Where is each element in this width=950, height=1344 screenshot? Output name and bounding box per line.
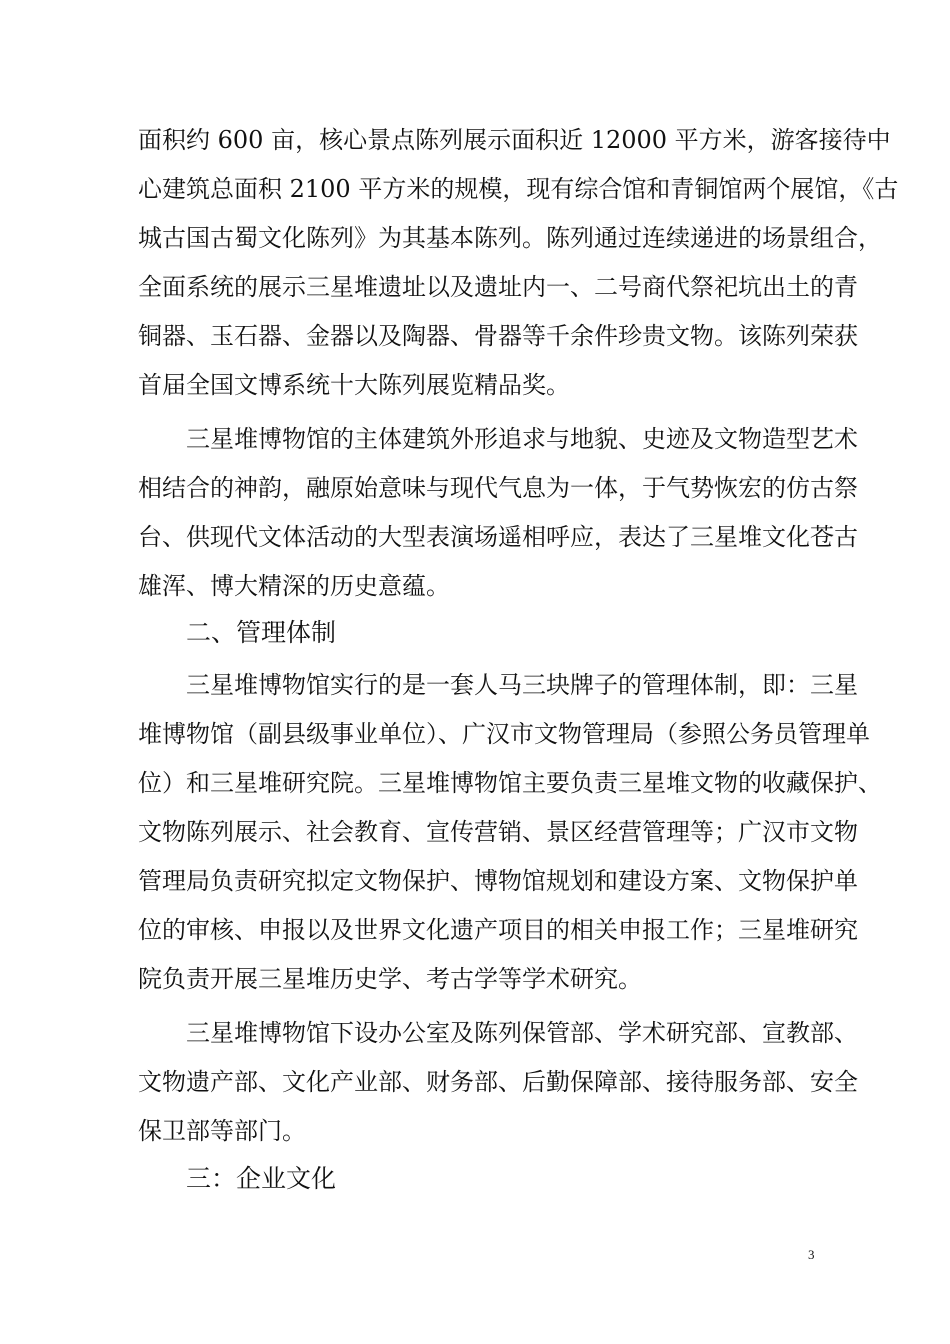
- paragraph-1-line-3: 城古国古蜀文化陈列》为其基本陈列。陈列通过连续递进的场景组合，: [138, 224, 882, 252]
- page-number: 3: [808, 1247, 815, 1262]
- paragraph-3-line-4: 文物陈列展示、社会教育、宣传营销、景区经营管理等；广汉市文物: [138, 818, 858, 846]
- paragraph-1-line-1: 面积约 600 亩，核心景点陈列展示面积近 12000 平方米，游客接待中: [138, 126, 891, 154]
- section-heading-corporate-culture: 三：企业文化: [186, 1164, 337, 1193]
- paragraph-1-line-6: 首届全国文博系统十大陈列展览精品奖。: [138, 371, 570, 399]
- paragraph-3-line-7: 院负责开展三星堆历史学、考古学等学术研究。: [138, 965, 642, 993]
- paragraph-3-line-3: 位）和三星堆研究院。三星堆博物馆主要负责三星堆文物的收藏保护、: [138, 769, 882, 797]
- paragraph-1-line-4: 全面系统的展示三星堆遗址以及遗址内一、二号商代祭祀坑出土的青: [138, 273, 858, 301]
- section-heading-management: 二、管理体制: [186, 618, 337, 647]
- paragraph-2-line-2: 相结合的神韵，融原始意味与现代气息为一体，于气势恢宏的仿古祭: [138, 474, 858, 502]
- paragraph-2-line-3: 台、供现代文体活动的大型表演场遥相呼应，表达了三星堆文化苍古: [138, 523, 858, 551]
- paragraph-2-line-1: 三星堆博物馆的主体建筑外形追求与地貌、史迹及文物造型艺术: [186, 425, 858, 453]
- paragraph-4-line-3: 保卫部等部门。: [138, 1117, 306, 1145]
- paragraph-3-line-1: 三星堆博物馆实行的是一套人马三块牌子的管理体制，即：三星: [186, 671, 858, 699]
- paragraph-2-line-4: 雄浑、博大精深的历史意蕴。: [138, 572, 450, 600]
- paragraph-3-line-5: 管理局负责研究拟定文物保护、博物馆规划和建设方案、文物保护单: [138, 867, 858, 895]
- paragraph-1-line-2: 心建筑总面积 2100 平方米的规模，现有综合馆和青铜馆两个展馆，《古: [138, 175, 899, 203]
- paragraph-3-line-6: 位的审核、申报以及世界文化遗产项目的相关申报工作；三星堆研究: [138, 916, 858, 944]
- paragraph-3-line-2: 堆博物馆（副县级事业单位）、广汉市文物管理局（参照公务员管理单: [138, 720, 870, 748]
- paragraph-4-line-2: 文物遗产部、文化产业部、财务部、后勤保障部、接待服务部、安全: [138, 1068, 858, 1096]
- paragraph-1-line-5: 铜器、玉石器、金器以及陶器、骨器等千余件珍贵文物。该陈列荣获: [138, 322, 858, 350]
- paragraph-4-line-1: 三星堆博物馆下设办公室及陈列保管部、学术研究部、宣教部、: [186, 1019, 858, 1047]
